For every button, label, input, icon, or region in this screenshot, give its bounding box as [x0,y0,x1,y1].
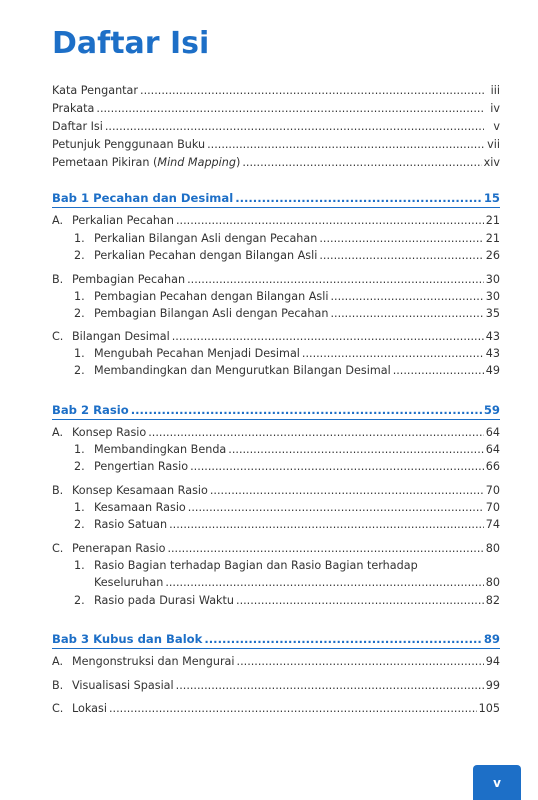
section-letter: C. [52,330,64,343]
toc-page-number: 70 [485,484,500,497]
toc-entry-label: Rasio Bagian terhadap Bagian dan Rasio Bagian terhadap [94,559,418,572]
toc-entry-label: Membandingkan Benda [94,443,227,456]
toc-page-number: iv [490,102,500,115]
leader-dots [169,517,484,533]
toc-entry-label: Konsep Rasio [72,426,147,439]
toc-entry-label: Keseluruhan [94,576,164,589]
toc-page-number: 74 [485,518,500,531]
toc-section[interactable] [52,213,500,229]
toc-chapter-2[interactable] [52,402,500,418]
leader-dots [148,425,484,441]
toc-entry-label: Mengonstruksi dan Mengurai [72,655,235,668]
chapter-divider [52,648,500,649]
toc-page-number: 15 [483,191,500,205]
item-number: 2. [74,307,85,320]
toc-entry-label: Perkalian Pecahan dengan Bilangan Asli [94,249,318,262]
toc-entry-label: Pembagian Bilangan Asli dengan Pecahan [94,307,329,320]
toc-entry-label: Perkalian Pecahan [72,214,174,227]
toc-subsection[interactable] [74,459,500,475]
toc-entry-label: Petunjuk Penggunaan Buku [52,138,206,151]
leader-dots [188,500,484,516]
leader-dots [235,190,482,206]
page-number-tab [473,765,521,800]
toc-page-number: 82 [485,594,500,607]
section-letter: C. [52,542,64,555]
chapter-label: Bab 1 Pecahan dan Desimal [52,191,234,205]
item-number: 1. [74,443,85,456]
toc-page-number: 26 [485,249,500,262]
item-number: 1. [74,290,85,303]
toc-section[interactable] [52,272,500,288]
toc-chapter-3[interactable] [52,631,500,647]
toc-section[interactable] [52,678,500,694]
item-number: 2. [74,249,85,262]
toc-section[interactable] [52,541,500,557]
leader-dots [105,119,484,135]
section-letter: C. [52,702,64,715]
toc-entry-label: Rasio Satuan [94,518,168,531]
toc-section[interactable] [52,425,500,441]
section-letter: B. [52,679,64,692]
toc-page-number: 99 [485,679,500,692]
toc-entry-label: Rasio pada Durasi Waktu [94,594,235,607]
toc-subsection[interactable] [74,306,500,322]
toc-subsection[interactable] [74,346,500,362]
chapter-divider [52,207,500,208]
toc-page-number: 89 [483,632,500,646]
toc-entry-kata-pengantar[interactable] [52,83,500,99]
toc-page-number: 35 [485,307,500,320]
toc-entry-label: Perkalian Bilangan Asli dengan Pecahan [94,232,318,245]
toc-page-number: 105 [478,702,500,715]
toc-page-number: 70 [485,501,500,514]
leader-dots [140,83,484,99]
section-letter: A. [52,655,64,668]
toc-entry-label: Kesamaan Rasio [94,501,186,514]
toc-section[interactable] [52,329,500,345]
toc-subsection[interactable] [74,593,500,609]
leader-dots [319,231,483,247]
toc-page-number: 49 [485,364,500,377]
leader-dots [236,593,484,609]
toc-entry-label: Pengertian Rasio [94,460,189,473]
toc-entry-label: Pembagian Pecahan dengan Bilangan Asli [94,290,329,303]
toc-entry-label: Kata Pengantar [52,84,139,97]
toc-page-number: 64 [485,443,500,456]
leader-dots [187,272,484,288]
leader-dots [319,248,483,264]
toc-page-number: vii [487,138,500,151]
toc-section[interactable] [52,701,500,717]
item-number: 1. [74,232,85,245]
leader-dots [176,213,484,229]
toc-entry-label: Visualisasi Spasial [72,679,174,692]
toc-entry-petunjuk[interactable] [52,137,500,153]
leader-dots [172,329,484,345]
toc-page-number: 30 [485,273,500,286]
section-letter: B. [52,273,64,286]
leader-dots [207,137,484,153]
toc-page-number: 59 [483,403,500,417]
leader-dots [131,402,482,418]
leader-dots [330,289,483,305]
toc-subsection[interactable] [74,231,500,247]
toc-page-number: v [493,120,500,133]
toc-subsection[interactable] [74,500,500,516]
leader-dots [228,442,483,458]
leader-dots [176,678,484,694]
toc-section[interactable] [52,654,500,670]
toc-entry-label: Konsep Kesamaan Rasio [72,484,208,497]
item-number: 1. [74,501,85,514]
leader-dots [190,459,484,475]
section-letter: A. [52,214,64,227]
toc-subsection-line1[interactable] [74,558,478,574]
leader-dots [210,483,484,499]
section-letter: B. [52,484,64,497]
item-number: 2. [74,518,85,531]
toc-page-number: 80 [485,576,500,589]
toc-page-number: 30 [485,290,500,303]
item-number: 2. [74,460,85,473]
toc-page-number: 43 [485,347,500,360]
chapter-label: Bab 3 Kubus dan Balok [52,632,203,646]
toc-subsection[interactable] [74,248,500,264]
toc-entry-label: Bilangan Desimal [72,330,170,343]
leader-dots [165,575,483,591]
page-title: Daftar Isi [52,26,210,61]
toc-page-number: iii [490,84,500,97]
toc-page-number: 94 [485,655,500,668]
toc-subsection[interactable] [74,363,500,379]
chapter-divider [52,419,500,420]
leader-dots [237,654,484,670]
leader-dots [242,155,481,171]
toc-entry-label: Pembagian Pecahan [72,273,186,286]
chapter-label: Bab 2 Rasio [52,403,129,417]
toc-entry-prakata[interactable] [52,101,500,117]
leader-dots [96,101,484,117]
leader-dots [330,306,483,322]
toc-section[interactable] [52,483,500,499]
toc-subsection[interactable] [74,442,500,458]
toc-page-number: 80 [485,542,500,555]
item-number: 2. [74,364,85,377]
leader-dots [167,541,483,557]
section-letter: A. [52,426,64,439]
toc-entry-label: Penerapan Rasio [72,542,166,555]
toc-entry-label: Prakata [52,102,95,115]
toc-entry-label: Mengubah Pecahan Menjadi Desimal [94,347,300,360]
toc-page-number: 21 [485,214,500,227]
toc-entry-label: Membandingkan dan Mengurutkan Bilangan Desimal [94,364,391,377]
toc-entry-label: Lokasi [72,702,107,715]
toc-entry-label: Pemetaan Pikiran (Mind Mapping) [52,156,241,169]
toc-page-number: 64 [485,426,500,439]
toc-page-number: xiv [483,156,500,169]
toc-page-number: 21 [485,232,500,245]
item-number: 1. [74,347,85,360]
toc-subsection[interactable] [74,517,500,533]
toc-entry-daftar-isi[interactable] [52,119,500,135]
toc-page-number: 43 [485,330,500,343]
toc-subsection[interactable] [74,289,500,305]
toc-chapter-1[interactable] [52,190,500,206]
toc-entry-label: Daftar Isi [52,120,103,133]
item-number: 1. [74,559,85,572]
leader-dots [302,346,484,362]
page-number: v [493,775,501,790]
leader-dots [204,631,482,647]
toc-subsection[interactable] [74,575,500,591]
leader-dots [393,363,484,379]
toc-page-number: 66 [485,460,500,473]
leader-dots [109,701,477,717]
toc-entry-pemetaan[interactable] [52,155,500,171]
item-number: 2. [74,594,85,607]
